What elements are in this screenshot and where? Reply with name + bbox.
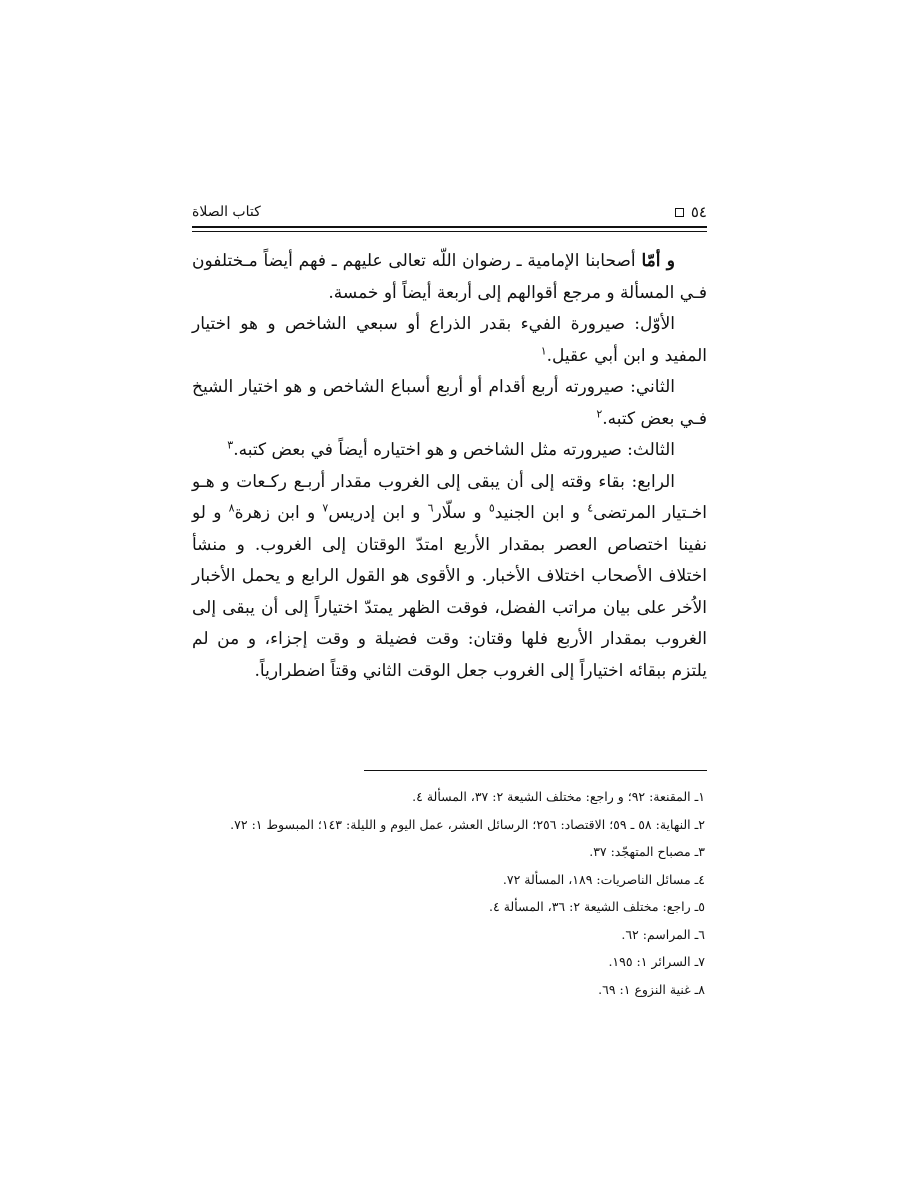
footnote-ref[interactable]: ٣	[227, 438, 234, 452]
page-number	[675, 203, 707, 221]
footnote-ref[interactable]: ٦	[427, 501, 434, 515]
footnote-item: ٧ـ السرائر ١: ١٩٥.	[608, 954, 705, 969]
footnote-separator	[364, 770, 707, 771]
book-title: كتاب الصلاة	[192, 204, 261, 220]
paragraph-text: و ابن إدريس	[328, 503, 428, 523]
box-icon	[675, 208, 684, 217]
footnote-item: ٨ـ غنية النزوع ١: ٦٩.	[598, 981, 705, 997]
lead-word: و أمّا	[641, 251, 675, 271]
paragraph-text: و سلّار	[433, 503, 489, 523]
paragraph-intro	[192, 246, 707, 309]
main-text	[192, 246, 707, 687]
footnote-item: ٣ـ مصباح المتهجّد: ٣٧.	[589, 844, 705, 859]
paragraph-text: الأوّل: صيرورة الفيء بقدر الذراع أو سبعي الشاخص و هو اختيار المفيد و ابن أبي عقيل.	[192, 314, 707, 366]
page-number-text: ٥٤	[690, 203, 707, 221]
paragraph-third-opinion	[192, 435, 707, 467]
paragraph-text: الثالث: صيرورته مثل الشاخص و هو اختياره أيضاً في بعض كتبه.	[233, 440, 675, 460]
footnote-item: ٢ـ النهاية: ٥٨ ـ ٥٩؛ الاقتصاد: ٢٥٦؛ الرسائل العشر، عمل اليوم و الليلة: ١٤٣؛ المبسوط ١: ٧٢.	[230, 816, 705, 832]
header-rule-thick	[192, 226, 707, 228]
footnotes	[192, 783, 707, 1003]
paragraph-fourth-opinion	[192, 467, 707, 688]
footnote-ref[interactable]: ٥	[488, 501, 495, 515]
paragraph-first-opinion	[192, 309, 707, 372]
footnote-ref[interactable]: ٨	[228, 501, 235, 515]
paragraph-text: الثاني: صيرورته أربع أقدام أو أربع أسباع الشاخص و هو اختيار الشيخ فـي بعض كتبه.	[192, 377, 707, 429]
footnote-item: ١ـ المقنعة: ٩٢؛ و راجع: مختلف الشيعة ٢: ٣٧، المسألة ٤.	[412, 789, 705, 804]
paragraph-text: و ابن الجنيد	[494, 503, 588, 523]
paragraph-second-opinion	[192, 372, 707, 435]
paragraph-text: و لو نفينا اختصاص العصر بمقدار الأربع امتدّ الوقتان إلى الغروب. و منشأ اختلاف الأصحاب اختلاف الأخبار. و الأقوى هو القول الرابع و يحمل الأخبار الاُخر على بيان مراتب الفضل، فوقت الظهر يمتدّ اختياراً إلى أن يبقى إلى الغروب بمقدار الأربع فلها وقتان: وقت فضيلة و وقت إجزاء، و من لم يلتزم ببقائه اختياراً إلى الغروب جعل الوقت الثاني وقتاً اضطرارياً.	[192, 503, 707, 681]
footnote-item: ٤ـ مسائل الناصريات: ١٨٩، المسألة ٧٢.	[502, 871, 705, 887]
footnote-ref[interactable]: ٧	[322, 501, 329, 515]
footnote-item: ٥ـ راجع: مختلف الشيعة ٢: ٣٦، المسألة ٤.	[489, 899, 705, 914]
running-header	[192, 200, 707, 224]
paragraph-text: الرابع: بقاء وقته إلى أن يبقى إلى الغروب مقدار أربـع ركـعات و هـو اخـتيار المرتضى	[192, 471, 707, 523]
header-rule-thin	[192, 231, 707, 232]
footnote-item: ٦ـ المراسم: ٦٢.	[621, 926, 705, 942]
footnote-ref[interactable]: ٤	[587, 501, 594, 515]
footnote-ref[interactable]: ٢	[596, 406, 603, 420]
paragraph-text: أصحابنا الإمامية ـ رضوان اللّه تعالى عليهم ـ فهم أيضاً مـختلفون فـي المسألة و مرجع أقوالهم إلى أربعة أيضاً أو خمسة.	[192, 251, 707, 303]
paragraph-text: و ابن زهرة	[234, 503, 323, 523]
footnote-ref[interactable]: ١	[540, 343, 547, 357]
